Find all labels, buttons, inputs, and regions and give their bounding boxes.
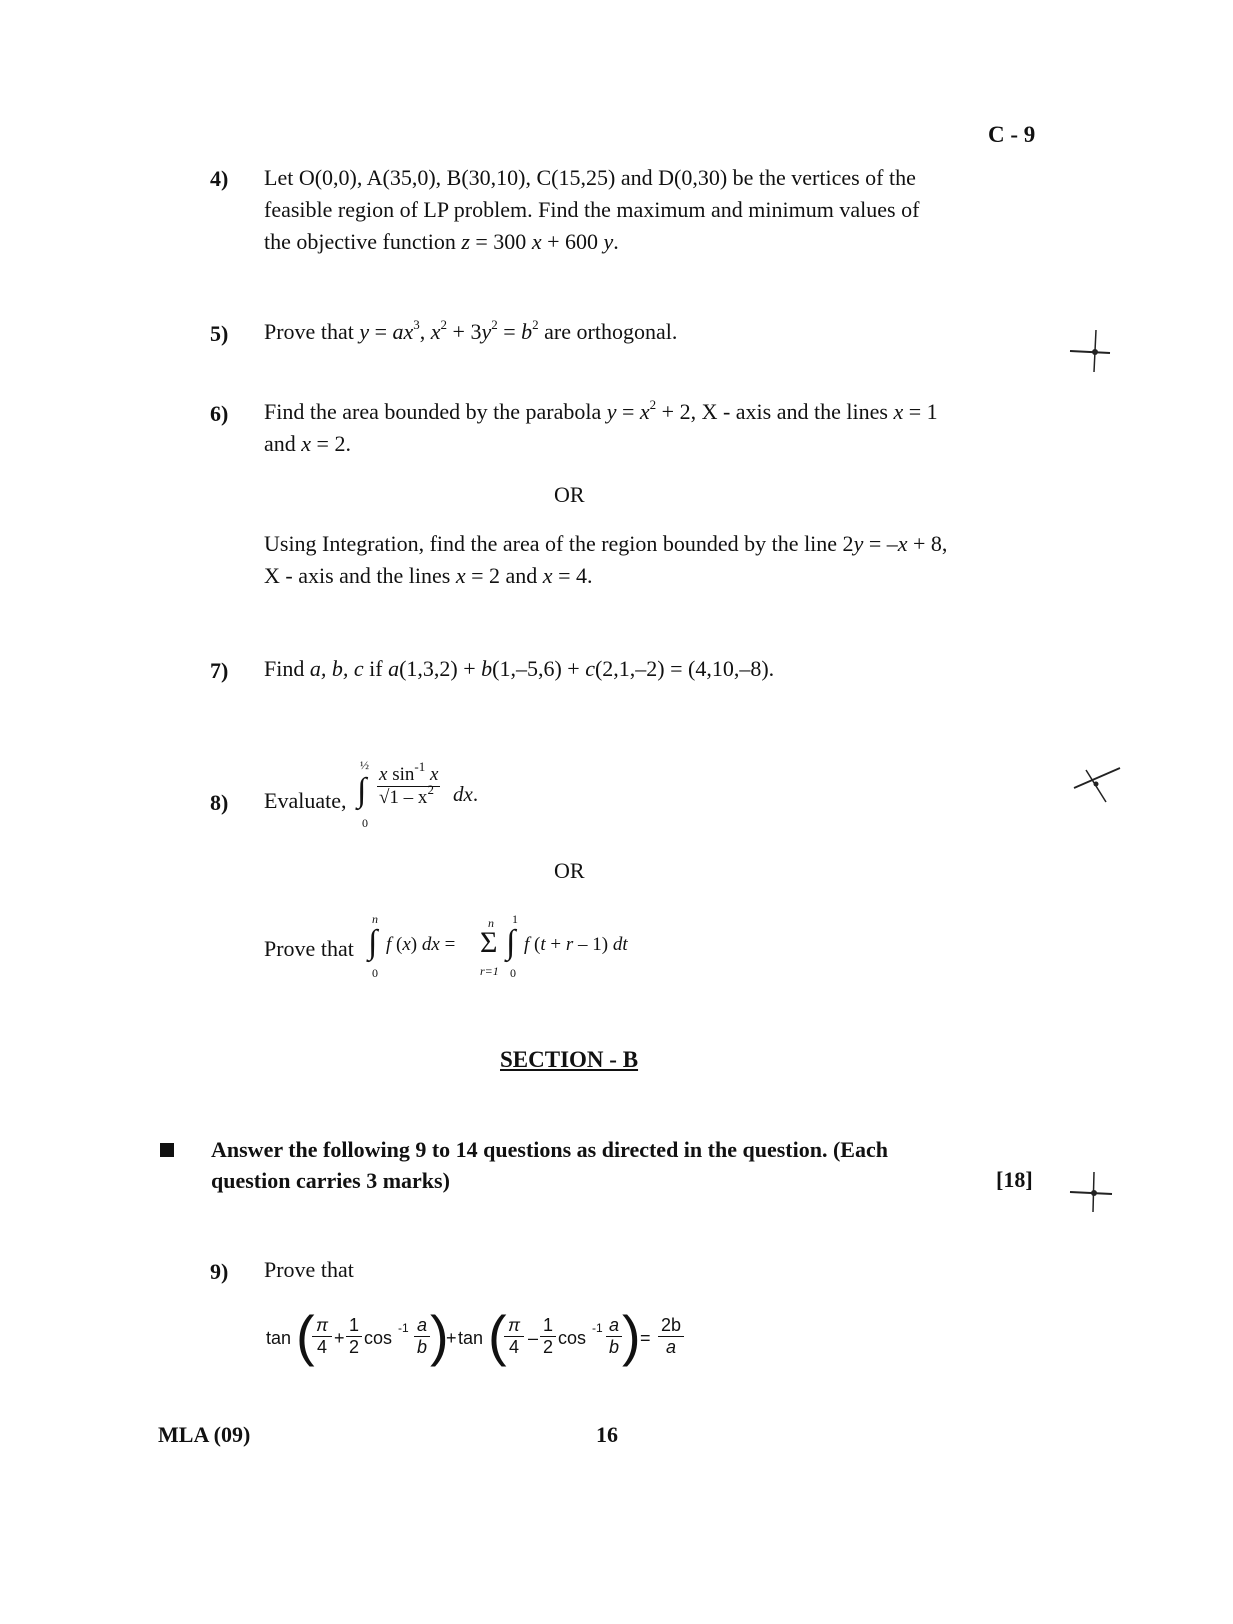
question-5-text: Prove that $y = ax^3$, $x^2 + 3y^2 = b^2$ are orthogonal.	[264, 316, 678, 344]
section-b-instruction: Answer the following 9 to 14 questions as directed in the question. (Each question carries 3 marks)	[211, 1137, 888, 1193]
or-separator-q6: OR	[554, 482, 585, 507]
bullet-square-icon	[160, 1143, 174, 1157]
question-number-7: 7)	[210, 658, 229, 683]
question-9-formula: tan ( π 4 + 1 2 cos -1 a b ) + tan ( π 4 – 1 2 cos -1 a b ) = 2b a	[266, 1312, 696, 1372]
question-number-6: 6)	[210, 401, 229, 426]
question-7-text: Find a, b, c if a(1,3,2) + b(1,–5,6) + c(2,1,–2) = (4,10,–8).	[264, 656, 775, 681]
paper-code-header: C - 9	[988, 122, 1036, 147]
registration-mark-icon	[1066, 1168, 1116, 1216]
page-number: 16	[596, 1422, 618, 1447]
registration-mark-icon	[1066, 326, 1116, 376]
question-number-9: 9)	[210, 1259, 229, 1284]
question-6-alternative-text: Using Integration, find the area of the region bounded by the line 2y = –x + 8, X - axis and the lines x = 2 and x = 4.	[264, 531, 948, 588]
question-6-text: Find the area bounded by the parabola $y = x^2 + 2$, X - axis and the lines x = 1 and x = 2.	[264, 396, 938, 456]
question-9-label: Prove that	[264, 1257, 354, 1282]
section-b-title: SECTION - B	[500, 1047, 639, 1072]
or-separator-q8: OR	[554, 858, 585, 883]
question-8-label: Evaluate,	[264, 788, 347, 813]
section-b-marks: [18]	[996, 1167, 1033, 1192]
question-8-alternative-label: Prove that	[264, 936, 354, 961]
question-8-alternative-formula: n ∫ 0 f (x) dx = n Σ r=1 1 ∫ 0 f (t + r – 1) dt	[368, 912, 628, 980]
question-4-text: Let O(0,0), A(35,0), B(30,10), C(15,25) and D(0,30) be the vertices of the feasible region of LP problem. Find the maximum and minimum values of the objective function z = 300 x + 600 y.	[264, 165, 920, 254]
question-8-integral: ½ ∫ 0 x $\sin^{-1} x$ $√1 - x^2$ dx.	[357, 758, 479, 830]
footer-paper-code: MLA (09)	[158, 1422, 251, 1447]
question-number-4: 4)	[210, 166, 229, 191]
question-number-5: 5)	[210, 321, 229, 346]
question-number-8: 8)	[210, 790, 229, 815]
registration-mark-icon	[1070, 762, 1124, 806]
